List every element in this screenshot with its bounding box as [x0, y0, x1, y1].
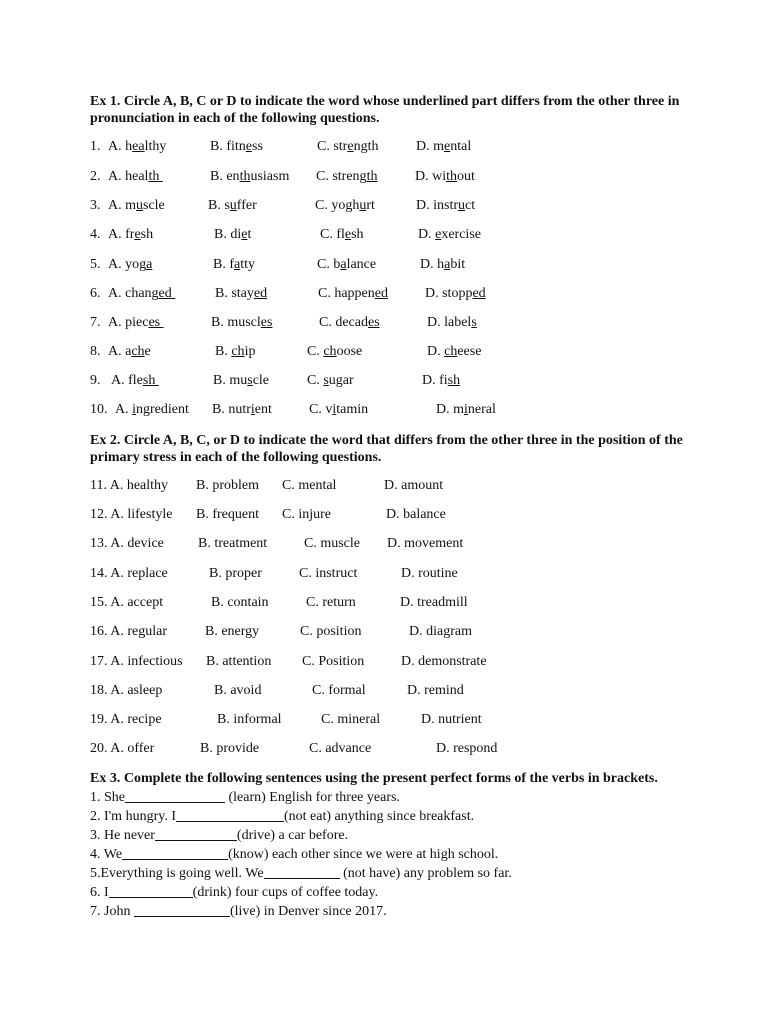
option-a[interactable]: A. ache: [108, 344, 151, 359]
option-c[interactable]: C. instruct: [299, 566, 358, 581]
question-number: 9.: [90, 373, 101, 388]
option-d[interactable]: D. routine: [401, 566, 458, 581]
option-b[interactable]: B. informal: [217, 712, 282, 727]
underlined-part: i: [464, 402, 468, 417]
underlined-part: u: [458, 198, 465, 213]
option-d[interactable]: D. mineral: [436, 402, 496, 417]
underlined-part: e: [347, 139, 354, 154]
option-b[interactable]: B. provide: [200, 741, 260, 756]
sentence: 3. He never (drive) a car before.: [90, 828, 349, 843]
option-b[interactable]: B. avoid: [214, 683, 262, 698]
option-c[interactable]: C. formal: [312, 683, 366, 698]
underlined-part: e: [444, 139, 451, 154]
option-b[interactable]: B. problem: [196, 478, 259, 493]
underlined-part: ch: [231, 344, 245, 359]
option-b[interactable]: B. muscles: [211, 315, 273, 330]
question-number: 10.: [90, 402, 108, 417]
answer-blank[interactable]: [122, 846, 228, 860]
option-c[interactable]: C. flesh: [320, 227, 364, 242]
underlined-part: e: [344, 227, 352, 242]
underlined-part: ea: [132, 139, 145, 154]
option-c[interactable]: C. mental: [282, 478, 337, 493]
option-a[interactable]: 18. A. asleep: [90, 683, 163, 698]
option-c[interactable]: C. balance: [317, 257, 377, 272]
answer-blank[interactable]: [134, 903, 230, 917]
option-c[interactable]: C. advance: [309, 741, 372, 756]
option-d[interactable]: D. instruct: [416, 198, 476, 213]
option-d[interactable]: D. balance: [386, 507, 446, 522]
answer-blank[interactable]: [125, 789, 225, 803]
underlined-part: a: [444, 257, 451, 272]
option-d[interactable]: D. labels: [427, 315, 477, 330]
option-d[interactable]: D. respond: [436, 741, 498, 756]
option-b[interactable]: B. muscle: [213, 373, 270, 388]
option-d[interactable]: D. demonstrate: [401, 654, 487, 669]
option-a[interactable]: A. pieces: [108, 315, 164, 330]
underlined-part: s: [471, 315, 477, 330]
option-c[interactable]: C. decades: [319, 315, 380, 330]
underlined-part: sh: [447, 373, 461, 388]
exercise-1-title: Ex 1. Circle A, B, C or D to indicate the word whose underlined part differs from the other three in pronunciation in each of the following questions.: [90, 94, 680, 126]
underlined-part: e: [134, 227, 141, 242]
option-c[interactable]: C. sugar: [307, 373, 354, 388]
option-d[interactable]: D. movement: [387, 536, 464, 551]
underlined-part: i: [332, 402, 337, 417]
underlined-part: s: [247, 373, 253, 388]
option-a[interactable]: 15. A. accept: [90, 595, 164, 610]
sentence: 5.Everything is going well. We (not have) any problem so far.: [90, 866, 512, 881]
option-b[interactable]: B. suffer: [208, 198, 257, 213]
option-d[interactable]: D. amount: [384, 478, 444, 493]
question-number: 3.: [90, 198, 101, 213]
option-c[interactable]: C. yoghurt: [315, 198, 375, 213]
sentence: 7. John (live) in Denver since 2017.: [90, 904, 387, 919]
option-b[interactable]: B. fitness: [210, 139, 263, 154]
option-c[interactable]: C. choose: [307, 344, 363, 359]
option-c[interactable]: C. strength: [316, 169, 378, 184]
option-a[interactable]: A. muscle: [108, 198, 165, 213]
question-number: 2.: [90, 169, 101, 184]
option-a[interactable]: A. yoga: [108, 257, 153, 272]
option-d[interactable]: D. fish: [422, 373, 461, 388]
option-a[interactable]: A. fresh: [108, 227, 154, 242]
underlined-part: ed: [472, 286, 486, 301]
option-d[interactable]: D. without: [415, 169, 475, 184]
underlined-part: i: [132, 402, 137, 417]
underlined-part: th: [366, 169, 378, 184]
underlined-part: ed: [253, 286, 268, 301]
underlined-part: ch: [444, 344, 458, 359]
underlined-part: e: [245, 139, 252, 154]
underlined-part: u: [229, 198, 237, 213]
option-b[interactable]: B. diet: [214, 227, 252, 242]
option-a[interactable]: A. flesh: [111, 373, 159, 388]
underlined-part: ed: [374, 286, 388, 301]
question-number: 4.: [90, 227, 101, 242]
option-a[interactable]: A. changed: [108, 286, 176, 301]
question-number: 8.: [90, 344, 101, 359]
option-c[interactable]: C. mineral: [321, 712, 381, 727]
question-number: 6.: [90, 286, 101, 301]
option-b[interactable]: B. chip: [215, 344, 256, 359]
option-c[interactable]: C. happened: [318, 286, 388, 301]
sentence: 2. I'm hungry. I (not eat) anything since breakfast.: [90, 809, 475, 824]
underlined-part: ch: [323, 344, 337, 359]
underlined-part: a: [234, 257, 241, 272]
option-a[interactable]: A. health: [108, 169, 163, 184]
answer-blank[interactable]: [264, 865, 340, 879]
option-a[interactable]: 16. A. regular: [90, 624, 167, 639]
option-d[interactable]: D. stopped: [425, 286, 486, 301]
underlined-part: th: [446, 169, 458, 184]
sentence: 4. We (know) each other since we were at high school.: [90, 847, 499, 862]
option-d[interactable]: D. habit: [420, 257, 466, 272]
option-b[interactable]: B. nutrient: [212, 402, 272, 417]
option-a[interactable]: 11. A. healthy: [90, 478, 169, 493]
underlined-part: es: [367, 315, 380, 330]
option-a[interactable]: 12. A. lifestyle: [90, 507, 173, 522]
option-b[interactable]: B. treatment: [198, 536, 268, 551]
option-c[interactable]: C. injure: [282, 507, 331, 522]
option-b[interactable]: B. energy: [205, 624, 260, 639]
option-b[interactable]: B. proper: [209, 566, 262, 581]
option-b[interactable]: B. frequent: [196, 507, 259, 522]
option-a[interactable]: 17. A. infectious: [90, 654, 183, 669]
underlined-part: a: [340, 257, 347, 272]
option-d[interactable]: D. remind: [407, 683, 464, 698]
answer-blank[interactable]: [109, 884, 193, 898]
option-d[interactable]: D. nutrient: [421, 712, 482, 727]
option-d[interactable]: D. cheese: [427, 344, 482, 359]
underlined-part: u: [136, 198, 143, 213]
option-b[interactable]: B. contain: [211, 595, 269, 610]
underlined-part: i: [250, 402, 255, 417]
underlined-part: ed: [158, 286, 176, 301]
question-number: 5.: [90, 257, 101, 272]
underlined-part: es: [260, 315, 273, 330]
option-c[interactable]: C. vitamin: [309, 402, 369, 417]
option-c[interactable]: C. Position: [302, 654, 365, 669]
option-a[interactable]: 20. A. offer: [90, 741, 155, 756]
option-a[interactable]: 14. A. replace: [90, 566, 168, 581]
option-d[interactable]: D. exercise: [418, 227, 481, 242]
option-a[interactable]: A. ingredient: [115, 402, 189, 417]
question-number: 7.: [90, 315, 101, 330]
option-d[interactable]: D. mental: [416, 139, 472, 154]
underlined-part: ch: [131, 344, 145, 359]
underlined-part: e: [435, 227, 442, 242]
underlined-part: th: [148, 169, 163, 184]
answer-blank[interactable]: [155, 827, 237, 841]
exercise-3-title: Ex 3. Complete the following sentences using the present perfect forms of the verbs in brackets.: [90, 771, 658, 786]
option-a[interactable]: 19. A. recipe: [90, 712, 162, 727]
option-a[interactable]: 13. A. device: [90, 536, 164, 551]
option-c[interactable]: C. strength: [317, 139, 379, 154]
underlined-part: th: [239, 169, 251, 184]
underlined-part: sh: [142, 373, 159, 388]
sentence: 6. I (drink) four cups of coffee today.: [90, 885, 379, 900]
question-number: 1.: [90, 139, 101, 154]
option-c[interactable]: C. return: [306, 595, 356, 610]
underlined-part: u: [359, 198, 367, 213]
underlined-part: a: [146, 257, 153, 272]
underlined-part: e: [241, 227, 248, 242]
underlined-part: es: [148, 315, 164, 330]
option-d[interactable]: D. treadmill: [400, 595, 468, 610]
underlined-part: s: [323, 373, 329, 388]
exercise-2-title: Ex 2. Circle A, B, C, or D to indicate the word that differs from the other three in the position of the primary stress in each of the following questions.: [90, 433, 683, 465]
option-b[interactable]: B. stayed: [215, 286, 268, 301]
option-b[interactable]: B. enthusiasm: [210, 169, 290, 184]
option-b[interactable]: B. attention: [206, 654, 272, 669]
option-d[interactable]: D. diagram: [409, 624, 472, 639]
answer-blank[interactable]: [176, 808, 284, 822]
option-a[interactable]: A. healthy: [108, 139, 167, 154]
sentence: 1. She (learn) English for three years.: [90, 790, 400, 805]
option-c[interactable]: C. position: [300, 624, 362, 639]
option-b[interactable]: B. fatty: [213, 257, 255, 272]
option-c[interactable]: C. muscle: [304, 536, 360, 551]
